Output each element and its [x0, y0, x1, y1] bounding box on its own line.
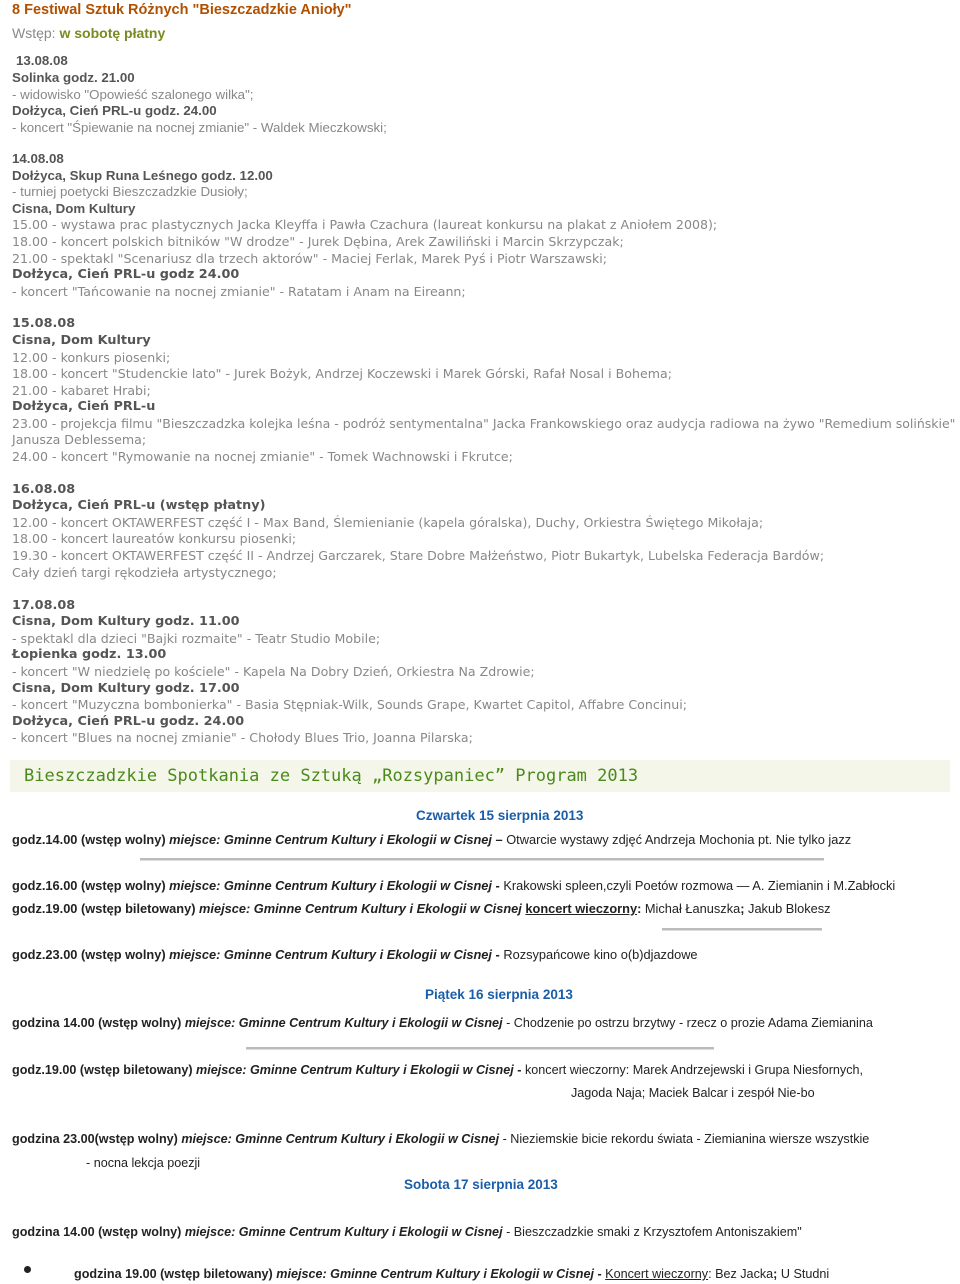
thu-event-3: godz.19.00 (wstęp biletowany) miejsce: Gminne Centrum Kultury i Ekologii w Cisnej koncert wieczorny: Michał Łanuszka; Jakub Blokesz: [12, 901, 831, 916]
festival-title: 8 Festiwal Sztuk Różnych "Bieszczadzkie Anioły": [12, 2, 352, 18]
day-header-saturday: Sobota 17 sierpnia 2013: [404, 1177, 558, 1192]
d14-event-3: 18.00 - koncert polskich bitników "W drodze" - Jurek Dębina, Arek Zawiliński i Marcin Skrzypczak;: [12, 234, 624, 249]
fri-event-3: godzina 23.00(wstęp wolny) miejsce: Gminne Centrum Kultury i Ekologii w Cisnej - Nieziemskie bicie rekordu świata - Ziemianina wiersze wszystkie: [12, 1132, 870, 1146]
d17-venue-4: Dołżyca, Cień PRL-u godz. 24.00: [12, 714, 245, 729]
d17-event-2: - koncert "W niedzielę po kościele" - Kapela Na Dobry Dzień, Orkiestra Na Zdrowie;: [12, 664, 535, 679]
d15-event-1: 12.00 - konkurs piosenki;: [12, 350, 171, 365]
d17-event-4: - koncert "Blues na nocnej zmianie" - Chołody Blues Trio, Joanna Pilarska;: [12, 730, 473, 745]
day-header-thursday: Czwartek 15 sierpnia 2013: [416, 808, 584, 823]
d13-venue-1: Solinka godz. 21.00: [12, 70, 135, 85]
d13-event-2: - koncert "Śpiewanie na nocnej zmianie" - Waldek Mieczkowski;: [12, 120, 387, 135]
sat-event-2: godzina 19.00 (wstęp biletowany) miejsce: Gminne Centrum Kultury i Ekologii w Cisnej - Koncert wieczorny: Bez Jacka; U Studni: [74, 1267, 830, 1281]
fri-event-1: godzina 14.00 (wstęp wolny) miejsce: Gminne Centrum Kultury i Ekologii w Cisnej - Chodzenie po ostrzu brzytwy - rzecz o prozie Adama Ziemianina: [12, 1016, 873, 1030]
d13-event-1: - widowisko "Opowieść szalonego wilka";: [12, 87, 254, 102]
concert-link[interactable]: koncert wieczorny: [525, 901, 638, 916]
d17-event-3: - koncert "Muzyczna bombonierka" - Basia Stępniak-Wilk, Sounds Grape, Kwartet Capitol, Affabre Concinui;: [12, 697, 687, 712]
d17-event-1: - spektakl dla dzieci "Bajki rozmaite" - Teatr Studio Mobile;: [12, 631, 381, 646]
divider: [246, 1047, 714, 1050]
d16-event-4: Cały dzień targi rękodzieła artystycznego;: [12, 565, 277, 580]
d16-event-2: 18.00 - koncert laureatów konkursu piosenki;: [12, 531, 297, 546]
entry-label: Wstęp:: [12, 25, 60, 41]
divider: [662, 928, 822, 931]
d15-event-5: 24.00 - koncert "Rymowanie na nocnej zmianie" - Tomek Wachnowski i Fkrutce;: [12, 449, 513, 464]
d14-venue-1: Dołżyca, Skup Runa Leśnego godz. 12.00: [12, 168, 273, 183]
d17-venue-2: Łopienka godz. 13.00: [12, 647, 167, 662]
divider: [140, 858, 824, 861]
d16-venue-1: Dołżyca, Cień PRL-u (wstęp płatny): [12, 498, 266, 513]
d15-event-2: 18.00 - koncert "Studenckie lato" - Jurek Bożyk, Andrzej Koczewski i Marek Górski, Rafał Nosal i Bohema;: [12, 366, 672, 381]
entry-line: [12, 25, 165, 42]
d14-event-2: 15.00 - wystawa prac plastycznych Jacka Kleyffa i Pawła Czachura (laureat konkursu na plakat z Aniołem 2008);: [12, 217, 718, 232]
date-15: 15.08.08: [12, 316, 76, 331]
d17-venue-3: Cisna, Dom Kultury godz. 17.00: [12, 681, 240, 696]
d15-event-3: 21.00 - kabaret Hrabi;: [12, 383, 151, 398]
day-header-friday: Piątek 16 sierpnia 2013: [425, 987, 573, 1002]
d15-event-4b: Janusza Deblessema;: [12, 432, 147, 447]
date-13: 13.08.08: [16, 53, 68, 68]
sat-event-1: godzina 14.00 (wstęp wolny) miejsce: Gminne Centrum Kultury i Ekologii w Cisnej - Bieszczadzkie smaki z Krzysztofem Antoniszakiem": [12, 1225, 802, 1239]
date-17: 17.08.08: [12, 598, 76, 613]
d15-event-4: 23.00 - projekcja filmu "Bieszczadzka kolejka leśna - podróż sentymentalna" Jacka Frankowskiego oraz audycja radiowa na żywo "Remedium solińskie": [12, 416, 956, 431]
d14-venue-2: Cisna, Dom Kultury: [12, 201, 136, 216]
thu-event-4: godz.23.00 (wstęp wolny) miejsce: Gminne Centrum Kultury i Ekologii w Cisnej - Rozsypańcowe kino o(b)djazdowe: [12, 947, 698, 962]
d15-venue-2: Dołżyca, Cień PRL-u: [12, 399, 156, 414]
d16-event-3: 19.30 - koncert OKTAWERFEST część II - Andrzej Garczarek, Stare Dobre Małżeństwo, Piotr Bukartyk, Lubelska Federacja Bardów;: [12, 548, 825, 563]
concert-link-2[interactable]: Koncert wieczorny: [605, 1267, 709, 1281]
d14-event-4: 21.00 - spektakl "Scenariusz dla trzech aktorów" - Maciej Ferlak, Marek Pyś i Piotr Warszawski;: [12, 251, 608, 266]
d13-venue-2: Dołżyca, Cień PRL-u godz. 24.00: [12, 103, 217, 118]
d16-event-1: 12.00 - koncert OKTAWERFEST część I - Max Band, Ślemienianie (kapela góralska), Duchy, Orkiestra Świętego Mikołaja;: [12, 515, 764, 530]
d17-venue-1: Cisna, Dom Kultury godz. 11.00: [12, 614, 240, 629]
fri-event-2-cont: Jagoda Naja; Maciek Balcar i zespół Nie-bo: [571, 1086, 815, 1100]
fri-event-3-cont: - nocna lekcja poezji: [86, 1156, 201, 1170]
thu-event-2: godz.16.00 (wstęp wolny) miejsce: Gminne Centrum Kultury i Ekologii w Cisnej - Krakowski spleen,czyli Poetów rozmowa — A. Ziemianin i M.Zabłocki: [12, 878, 896, 893]
thu-event-1: godz.14.00 (wstęp wolny) miejsce: Gminne Centrum Kultury i Ekologii w Cisnej – Otwarcie wystawy zdjęć Andrzeja Mochonia pt. Nie tylko jazz: [12, 832, 852, 847]
list-bullet: [24, 1266, 31, 1273]
date-14: 14.08.08: [12, 151, 64, 166]
d14-venue-3: Dołżyca, Cień PRL-u godz 24.00: [12, 267, 240, 282]
date-16: 16.08.08: [12, 482, 76, 497]
d14-event-1: - turniej poetycki Bieszczadzkie Dusioły;: [12, 184, 248, 199]
d14-event-5: - koncert "Tańcowanie na nocnej zmianie" - Ratatam i Anam na Eireann;: [12, 284, 466, 299]
entry-value: w sobotę płatny: [59, 25, 166, 41]
fri-event-2: godz.19.00 (wstęp biletowany) miejsce: Gminne Centrum Kultury i Ekologii w Cisnej - koncert wieczorny: Marek Andrzejewski i Grupa Niesfornych,: [12, 1063, 864, 1077]
program-banner-title: Bieszczadzkie Spotkania ze Sztuką „Rozsypaniec” Program 2013: [24, 766, 639, 786]
d15-venue-1: Cisna, Dom Kultury: [12, 333, 151, 348]
